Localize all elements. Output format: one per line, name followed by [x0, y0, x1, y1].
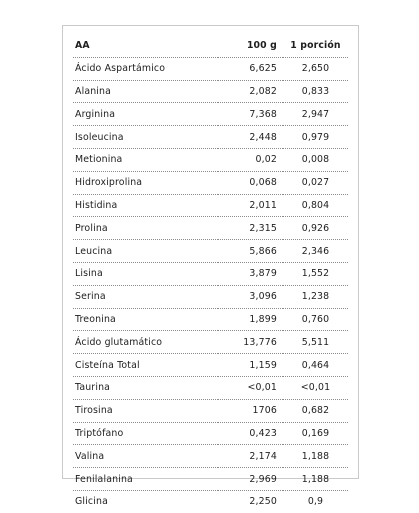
- amino-acid-name: Triptófano: [73, 422, 218, 445]
- table-row: [73, 240, 348, 263]
- value-portion: 0,833: [283, 80, 348, 103]
- table-row: [73, 354, 348, 377]
- value-100g: 0,068: [218, 171, 283, 194]
- table-row: [73, 399, 348, 422]
- value-100g: 2,250: [249, 496, 277, 508]
- value-portion: 0,682: [283, 399, 348, 422]
- value-100g: 2,082: [218, 80, 283, 103]
- value-100g: 7,368: [218, 103, 283, 126]
- table-row: [73, 262, 348, 285]
- amino-acid-name: Cisteína Total: [73, 354, 218, 377]
- header-aa: AA: [73, 35, 218, 57]
- table-row: [73, 331, 348, 354]
- amino-acid-table-card: [62, 25, 359, 508]
- value-100g: <0,01: [218, 376, 283, 399]
- value-100g: 1,159: [218, 354, 283, 377]
- value-100g: 1706: [218, 399, 283, 422]
- table-row: [73, 217, 348, 240]
- value-portion: 1,552: [283, 262, 348, 285]
- value-portion: <0,01: [283, 376, 348, 399]
- header-portion: 1 porción: [283, 35, 348, 57]
- table-row: [73, 490, 348, 512]
- amino-acid-name: Ácido glutamático: [73, 331, 218, 354]
- table-row: [73, 126, 348, 149]
- value-portion: 0,926: [283, 217, 348, 240]
- table-header-row: [73, 35, 348, 57]
- table-body: [73, 57, 348, 512]
- value-100g: 6,625: [218, 57, 283, 80]
- amino-acid-name: Tirosina: [73, 399, 218, 422]
- table-row: [73, 57, 348, 80]
- table-row: [73, 80, 348, 103]
- table-row: [73, 285, 348, 308]
- amino-acid-name: Lisina: [73, 262, 218, 285]
- table-row: [73, 148, 348, 171]
- value-portion: 0,169: [283, 422, 348, 445]
- table-row: [73, 376, 348, 399]
- amino-acid-name: Taurina: [73, 376, 218, 399]
- table-row: [73, 171, 348, 194]
- value-portion: 0,804: [283, 194, 348, 217]
- value-100g: 3,096: [218, 285, 283, 308]
- amino-acid-name: Valina: [73, 445, 218, 468]
- amino-acid-name: Prolina: [73, 217, 218, 240]
- value-portion: 1,188: [283, 445, 348, 468]
- table-row: [73, 308, 348, 331]
- value-100g: 13,776: [218, 331, 283, 354]
- value-portion: 0,9: [307, 496, 324, 508]
- value-portion: 2,947: [283, 103, 348, 126]
- amino-acid-name: Isoleucina: [73, 126, 218, 149]
- value-100g: 5,866: [218, 240, 283, 263]
- table-row: [73, 103, 348, 126]
- amino-acid-name: Hidroxiprolina: [73, 171, 218, 194]
- amino-acid-name: Arginina: [73, 103, 218, 126]
- amino-acid-name: Serina: [73, 285, 218, 308]
- amino-acid-name: Glicina: [75, 496, 108, 508]
- table-row: [73, 468, 348, 491]
- amino-acid-name: Metionina: [73, 148, 218, 171]
- value-100g: 3,879: [218, 262, 283, 285]
- value-portion: 0,464: [283, 354, 348, 377]
- amino-acid-name: Ácido Aspartámico: [73, 57, 218, 80]
- value-100g: 2,174: [218, 445, 283, 468]
- header-100g: 100 g: [218, 35, 283, 57]
- value-portion: 0,008: [283, 148, 348, 171]
- value-portion: 5,511: [283, 331, 348, 354]
- value-100g: 0,423: [218, 422, 283, 445]
- table-row: [73, 422, 348, 445]
- value-portion: 1,188: [283, 468, 348, 491]
- table-row: [73, 445, 348, 468]
- value-100g: 0,02: [218, 148, 283, 171]
- amino-acid-name: Fenilalanina: [73, 468, 218, 491]
- value-portion: 2,650: [283, 57, 348, 80]
- value-100g: 2,011: [218, 194, 283, 217]
- value-100g: 2,315: [218, 217, 283, 240]
- value-portion: 2,346: [283, 240, 348, 263]
- value-100g: 2,448: [218, 126, 283, 149]
- amino-acid-name: Treonina: [73, 308, 218, 331]
- amino-acid-name: Leucina: [73, 240, 218, 263]
- value-portion: 0,760: [283, 308, 348, 331]
- table-row: [73, 194, 348, 217]
- value-100g: 1,899: [218, 308, 283, 331]
- amino-acid-table: [73, 35, 348, 513]
- amino-acid-name: Alanina: [73, 80, 218, 103]
- value-portion: 0,027: [283, 171, 348, 194]
- value-portion: 1,238: [283, 285, 348, 308]
- value-100g: 2,969: [218, 468, 283, 491]
- value-portion: 0,979: [283, 126, 348, 149]
- amino-acid-name: Histidina: [73, 194, 218, 217]
